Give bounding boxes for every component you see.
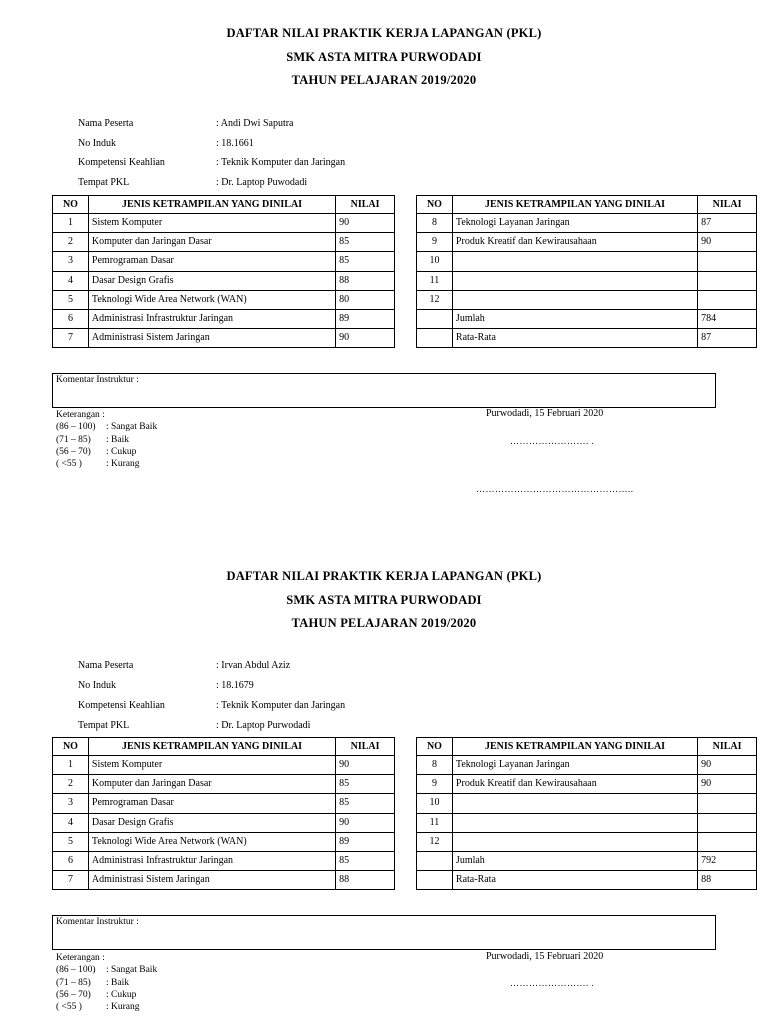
total-row — [417, 309, 757, 328]
label-kompetensi: Kompetensi Keahlian — [78, 700, 165, 711]
table-row: 7 Administrasi Sistem Jaringan 88 — [53, 871, 395, 890]
label-induk: No Induk — [78, 138, 117, 149]
value-induk: : 18.1679 — [216, 680, 254, 691]
table-row: 10 — [417, 252, 757, 271]
legend-item: (71 – 85) : Baik — [56, 977, 129, 988]
signature-name-line: ………………………………………….. — [476, 484, 634, 494]
grades-table-right — [416, 737, 757, 890]
grades-table-right — [416, 195, 757, 348]
grade-sheet-2 — [0, 543, 768, 1024]
header-skill: JENIS KETRAMPILAN YANG DINILAI — [88, 738, 335, 756]
table-row: 3 Pemrograman Dasar 85 — [53, 794, 395, 813]
school-name: SMK ASTA MITRA PURWODADI — [286, 593, 482, 607]
average-row — [417, 871, 757, 890]
table-row: 6 Administrasi Infrastruktur Jaringan 89 — [53, 309, 395, 328]
academic-year: TAHUN PELAJARAN 2019/2020 — [291, 616, 477, 630]
table-row: 3 Pemrograman Dasar 85 — [53, 252, 395, 271]
table-row: 6 Administrasi Infrastruktur Jaringan 85 — [53, 851, 395, 870]
header-no: NO — [53, 738, 89, 756]
total-label: Jumlah — [452, 851, 697, 870]
place-date: Purwodadi, 15 Februari 2020 — [486, 408, 604, 419]
value-tempat: : Dr. Laptop Puwodadi — [216, 177, 308, 188]
total-row — [417, 851, 757, 870]
table-row: 8 Teknologi Layanan Jaringan 90 — [417, 756, 757, 775]
total-label: Jumlah — [452, 309, 697, 328]
value-kompetensi: : Teknik Komputer dan Jaringan — [216, 700, 346, 711]
table-row: 8 Teknologi Layanan Jaringan 87 — [417, 214, 757, 233]
header-score: NILAI — [698, 196, 757, 214]
label-tempat: Tempat PKL — [78, 720, 130, 731]
table-row: 9 Produk Kreatif dan Kewirausahaan 90 — [417, 233, 757, 252]
table-row: 12 — [417, 832, 757, 851]
header-no: NO — [417, 196, 453, 214]
legend-item: (71 – 85) : Baik — [56, 434, 129, 445]
header-skill: JENIS KETRAMPILAN YANG DINILAI — [452, 738, 697, 756]
value-tempat: : Dr. Laptop Purwodadi — [216, 720, 311, 731]
table-row: 2 Komputer dan Jaringan Dasar 85 — [53, 233, 395, 252]
label-nama: Nama Peserta — [78, 118, 134, 129]
legend-item: (56 – 70) : Cukup — [56, 446, 137, 457]
legend-item: (56 – 70) : Cukup — [56, 989, 137, 1000]
table-row: 11 — [417, 813, 757, 832]
table-row: 5 Teknologi Wide Area Network (WAN) 89 — [53, 832, 395, 851]
grades-table-left — [52, 737, 395, 890]
average-label: Rata-Rata — [452, 329, 697, 348]
header-score: NILAI — [698, 738, 757, 756]
label-tempat: Tempat PKL — [78, 177, 130, 188]
legend-item: (86 – 100) : Sangat Baik — [56, 422, 158, 433]
place-date: Purwodadi, 15 Februari 2020 — [486, 951, 604, 962]
legend-item: ( <55 ) : Kurang — [56, 459, 140, 470]
instructor-comment-box — [52, 373, 716, 408]
table-row: 2 Komputer dan Jaringan Dasar 85 — [53, 775, 395, 794]
academic-year: TAHUN PELAJARAN 2019/2020 — [291, 73, 477, 87]
legend-title: Keterangan : — [56, 953, 105, 963]
grade-sheet-1 — [0, 0, 768, 500]
table-row: 12 — [417, 290, 757, 309]
table-row: 4 Dasar Design Grafis 90 — [53, 813, 395, 832]
table-row: 1 Sistem Komputer 90 — [53, 756, 395, 775]
average-row — [417, 329, 757, 348]
value-kompetensi: : Teknik Komputer dan Jaringan — [216, 157, 346, 168]
comment-label: Komentar Instruktur : — [56, 375, 139, 385]
table-row: 10 — [417, 794, 757, 813]
value-nama: : Irvan Abdul Aziz — [216, 660, 291, 671]
instructor-comment-box — [52, 915, 716, 950]
header-skill: JENIS KETRAMPILAN YANG DINILAI — [452, 196, 697, 214]
label-induk: No Induk — [78, 680, 117, 691]
table-row: 1 Sistem Komputer 90 — [53, 214, 395, 233]
header-no: NO — [53, 196, 89, 214]
legend-title: Keterangan : — [56, 410, 105, 420]
table-row: 9 Produk Kreatif dan Kewirausahaan 90 — [417, 775, 757, 794]
sheet-title: DAFTAR NILAI PRAKTIK KERJA LAPANGAN (PKL) — [226, 26, 542, 40]
total-value: 792 — [698, 851, 757, 870]
header-no: NO — [417, 738, 453, 756]
label-nama: Nama Peserta — [78, 660, 134, 671]
header-score: NILAI — [336, 738, 395, 756]
table-row: 11 — [417, 271, 757, 290]
school-name: SMK ASTA MITRA PURWODADI — [286, 50, 482, 64]
table-row: 7 Administrasi Sistem Jaringan 90 — [53, 329, 395, 348]
grade-legend — [56, 952, 157, 1013]
comment-label: Komentar Instruktur : — [56, 917, 139, 927]
table-row: 5 Teknologi Wide Area Network (WAN) 80 — [53, 290, 395, 309]
grade-legend — [56, 409, 157, 470]
table-row: 4 Dasar Design Grafis 88 — [53, 271, 395, 290]
signature-title-line: ……………………. . — [510, 978, 595, 988]
sheet-title: DAFTAR NILAI PRAKTIK KERJA LAPANGAN (PKL) — [226, 569, 542, 583]
legend-item: ( <55 ) : Kurang — [56, 1002, 140, 1013]
average-value: 88 — [698, 871, 757, 890]
signature-title-line: ……………………. . — [510, 436, 595, 446]
value-nama: : Andi Dwi Saputra — [216, 118, 294, 129]
value-induk: : 18.1661 — [216, 138, 254, 149]
average-value: 87 — [698, 329, 757, 348]
average-label: Rata-Rata — [452, 871, 697, 890]
legend-item: (86 – 100) : Sangat Baik — [56, 965, 158, 976]
header-score: NILAI — [336, 196, 395, 214]
total-value: 784 — [698, 309, 757, 328]
label-kompetensi: Kompetensi Keahlian — [78, 157, 165, 168]
header-skill: JENIS KETRAMPILAN YANG DINILAI — [88, 196, 335, 214]
grades-table-left — [52, 195, 395, 348]
